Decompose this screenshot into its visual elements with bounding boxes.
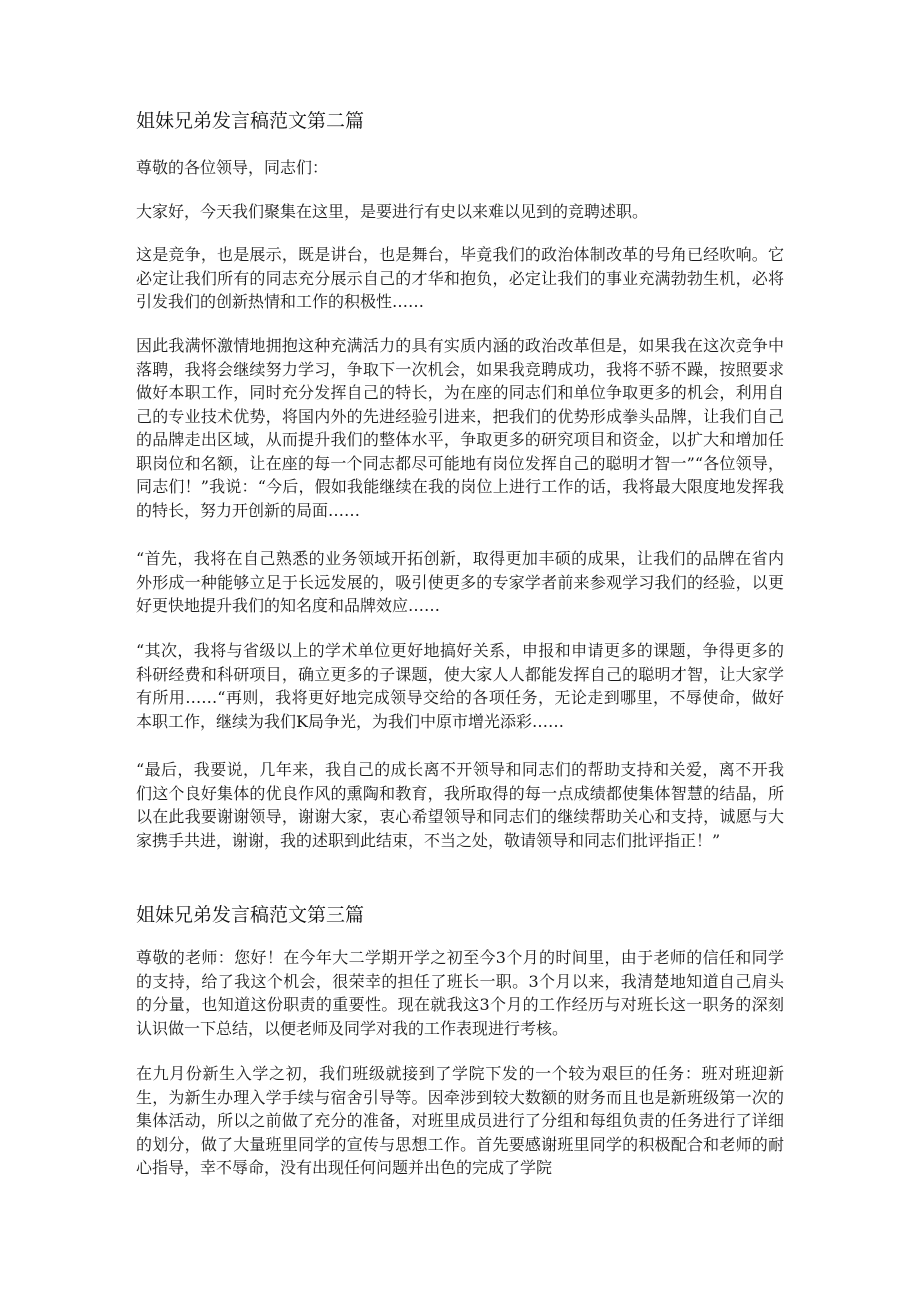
paragraph: 在九月份新生入学之初，我们班级就接到了学院下发的一个较为艰巨的任务：班对班迎新生，为新生办理入学手续与宿舍引导等。因牵涉到较大数额的财务而且也是新班级第一次的集体活动，所以之前做了充分的准备，对班里成员进行了分组和每组负责的任务进行了详细的划分，做了大量班里同学的宣传与思想工作。首先要感谢班里同学的积极配合和老师的耐心指导，幸不辱命，没有出现任何问题并出色的完成了学院: [136, 1064, 784, 1177]
paragraph: “首先，我将在自己熟悉的业务领域开拓创新，取得更加丰硕的成果，让我们的品牌在省内外形成一种能够立足于长远发展的，吸引使更多的专家学者前来参观学习我们的经验，以更好更快地提升我们的知名度和品牌效应……: [136, 549, 784, 615]
paragraph: 大家好，今天我们聚集在这里，是要进行有史以来难以见到的竞聘述职。: [136, 202, 649, 221]
paragraph: “最后，我要说，几年来，我自己的成长离不开领导和同志们的帮助支持和关爱，离不开我们这个良好集体的优良作风的熏陶和教育，我所取得的每一点成绩都使集体智慧的结晶，所以在此我要谢谢领导，谢谢大家，衷心希望领导和同志们的继续帮助关心和支持，诚愿与大家携手共进，谢谢，我的述职到此结束，不当之处，敬请领导和同志们批评指正！”: [136, 760, 784, 850]
paragraph: 尊敬的各位领导，同志们：: [136, 158, 329, 177]
section-heading: 姐妹兄弟发言稿范文第三篇: [136, 904, 365, 926]
paragraph: 尊敬的老师：您好！在今年大二学期开学之初至今3个月的时间里，由于老师的信任和同学的支持，给了我这个机会，很荣幸的担任了班长一职。3个月以来，我清楚地知道自己肩头的分量，也知道这份职责的重要性。现在就我这3个月的工作经历与对班长这一职务的深刻认识做一下总结，以便老师及同学对我的工作表现进行考核。: [136, 948, 784, 1038]
paragraph: 因此我满怀激情地拥抱这种充满活力的具有实质内涵的政治改革但是，如果我在这次竞争中落聘，我将会继续努力学习，争取下一次机会，如果我竞聘成功，我将不骄不躁，按照要求做好本职工作，同时充分发挥自己的特长，为在座的同志们和单位争取更多的机会，利用自己的专业技术优势，将国内外的先进经验引进来，把我们的优势形成拳头品牌，让我们自己的品牌走出区域，从而提升我们的整体水平，争取更多的研究项目和资金，以扩大和增加任职岗位和名额，让在座的每一个同志都尽可能地有岗位发挥自己的聪明才智一”“各位领导，同志们！”我说：“今后，假如我能继续在我的岗位上进行工作的话，我将最大限度地发挥我的特长，努力开创新的局面……: [136, 336, 784, 520]
paragraph: 这是竞争，也是展示，既是讲台，也是舞台，毕竟我们的政治体制改革的号角已经吹响。它必定让我们所有的同志充分展示自己的才华和抱负，必定让我们的事业充满勃勃生机，必将引发我们的创新热情和工作的积极性……: [136, 245, 784, 311]
paragraph: “其次，我将与省级以上的学术单位更好地搞好关系，申报和申请更多的课题，争得更多的科研经费和科研项目，确立更多的子课题，使大家人人都能发挥自己的聪明才智，让大家学有所用……“再则，我将更好地完成领导交给的各项任务，无论走到哪里，不辱使命，做好本职工作，继续为我们K局争光，为我们中原市增光添彩……: [136, 641, 784, 731]
section-heading: 姐妹兄弟发言稿范文第二篇: [136, 110, 365, 132]
